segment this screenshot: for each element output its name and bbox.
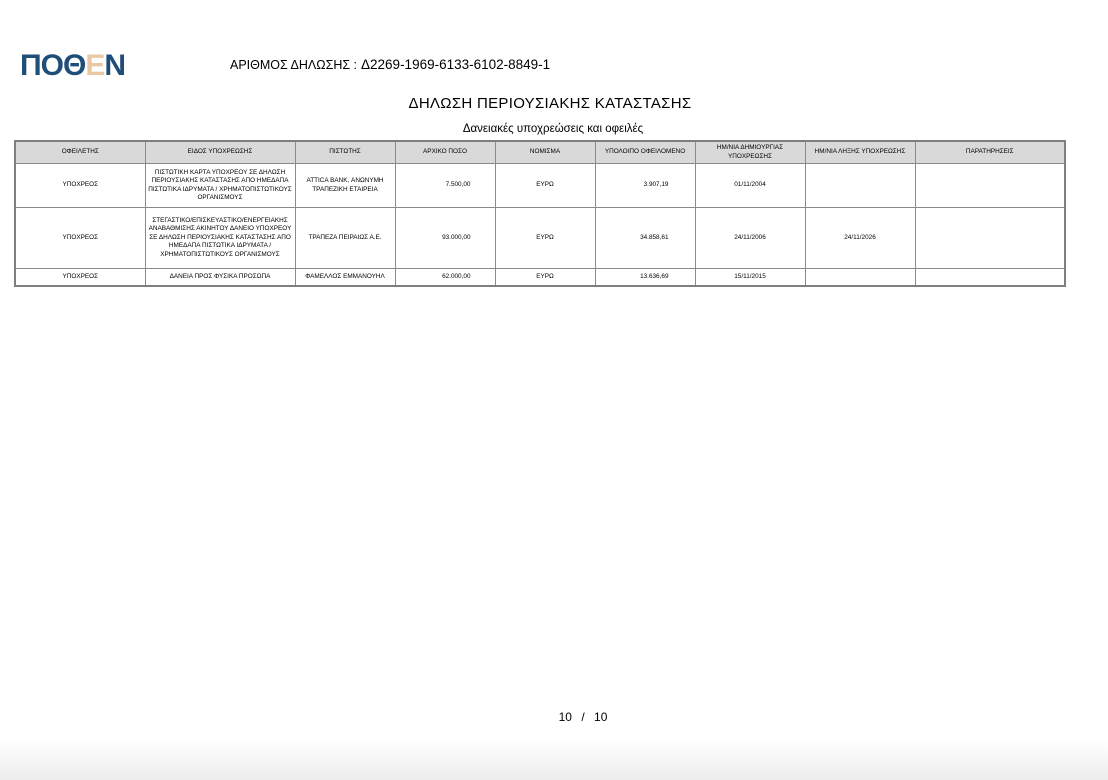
table-row	[15, 269, 1065, 287]
cell-debtor: ΥΠΟΧΡΕΟΣ	[15, 164, 145, 208]
header-expiry-date: ΗΜ/ΝΙΑ ΛΗΞΗΣ ΥΠΟΧΡΕΩΣΗΣ	[805, 141, 915, 164]
cell-creditor: ATTICA BANK, ΑΝΩΝΥΜΗ ΤΡΑΠΕΖΙΚΗ ΕΤΑΙΡΕΙΑ	[295, 164, 395, 208]
page-total: 10	[594, 710, 608, 724]
page-bottom-shade	[0, 740, 1108, 780]
table-header-row	[15, 141, 1065, 164]
section-title: Δανειακές υποχρεώσεις και οφειλές	[462, 123, 644, 135]
cell-expiry-date	[805, 269, 915, 287]
cell-expiry-date	[805, 164, 915, 208]
header-currency: ΝΟΜΙΣΜΑ	[495, 141, 595, 164]
page-current: 10	[558, 710, 572, 724]
cell-obligation-type: ΔΑΝΕΙΑ ΠΡΟΣ ΦΥΣΙΚΑ ΠΡΟΣΩΠΑ	[145, 269, 295, 287]
declaration-number-value: Δ2269-1969-6133-6102-8849-1	[361, 57, 551, 72]
cell-currency: ΕΥΡΩ	[495, 269, 595, 287]
cell-obligation-type: ΠΙΣΤΩΤΙΚΗ ΚΑΡΤΑ ΥΠΟΧΡΕΟΥ ΣΕ ΔΗΛΩΣΗ ΠΕΡΙΟΥΣΙΑΚΗΣ ΚΑΤΑΣΤΑΣΗΣ ΑΠΟ ΗΜΕΔΑΠΑ ΠΙΣΤΩΤΙΚΑ ΙΔΡΥΜΑΤΑ / ΧΡΗΜΑΤΟΠΙΣΤΩΤΙΚΟΥΣ ΟΡΓΑΝΙΣΜΟΥΣ	[145, 164, 295, 208]
obligations-table	[14, 140, 1066, 287]
cell-creation-date: 15/11/2015	[695, 269, 805, 287]
header-obligation-type: ΕΙΔΟΣ ΥΠΟΧΡΕΩΣΗΣ	[145, 141, 295, 164]
logo-text-main: ΠΟΘ	[20, 49, 86, 82]
cell-remaining-balance: 13.636,69	[595, 269, 695, 287]
header-remarks: ΠΑΡΑΤΗΡΗΣΕΙΣ	[915, 141, 1065, 164]
declaration-number	[230, 57, 550, 72]
cell-remarks	[915, 208, 1065, 269]
cell-remaining-balance: 3.907,19	[595, 164, 695, 208]
cell-remarks	[915, 269, 1065, 287]
logo-text-accent: Ε	[85, 49, 105, 82]
cell-initial-amount: 7.500,00	[395, 164, 495, 208]
cell-currency: ΕΥΡΩ	[495, 164, 595, 208]
cell-currency: ΕΥΡΩ	[495, 208, 595, 269]
cell-initial-amount: 93.000,00	[395, 208, 495, 269]
cell-debtor: ΥΠΟΧΡΕΟΣ	[15, 269, 145, 287]
cell-debtor: ΥΠΟΧΡΕΟΣ	[15, 208, 145, 269]
document-title: ΔΗΛΩΣΗ ΠΕΡΙΟΥΣΙΑΚΗΣ ΚΑΤΑΣΤΑΣΗΣ	[408, 95, 692, 112]
cell-creation-date: 01/11/2004	[695, 164, 805, 208]
declaration-number-label: ΑΡΙΘΜΟΣ ΔΗΛΩΣΗΣ :	[230, 58, 358, 72]
cell-creditor: ΤΡΑΠΕΖΑ ΠΕΙΡΑΙΩΣ Α.Ε.	[295, 208, 395, 269]
cell-obligation-type: ΣΤΕΓΑΣΤΙΚΟ/ΕΠΙΣΚΕΥΑΣΤΙΚΟ/ΕΝΕΡΓΕΙΑΚΗΣ ΑΝΑΒΑΘΜΙΣΗΣ ΑΚΙΝΗΤΟΥ ΔΑΝΕΙΟ ΥΠΟΧΡΕΟΥ ΣΕ ΔΗΛΩΣΗ ΠΕΡΙΟΥΣΙΑΚΗΣ ΚΑΤΑΣΤΑΣΗΣ ΑΠΟ ΗΜΕΔΑΠΑ ΠΙΣΤΩΤΙΚΑ ΙΔΡΥΜΑΤΑ / ΧΡΗΜΑΤΟΠΙΣΤΩΤΙΚΟΥΣ ΟΡΓΑΝΙΣΜΟΥΣ	[145, 208, 295, 269]
poten-logo	[20, 49, 125, 83]
header-debtor: ΟΦΕΙΛΕΤΗΣ	[15, 141, 145, 164]
table-row	[15, 164, 1065, 208]
table-row	[15, 208, 1065, 269]
header-initial-amount: ΑΡΧΙΚΟ ΠΟΣΟ	[395, 141, 495, 164]
cell-initial-amount: 62.000,00	[395, 269, 495, 287]
page-number	[0, 710, 1108, 724]
cell-remaining-balance: 34.858,61	[595, 208, 695, 269]
cell-expiry-date: 24/11/2026	[805, 208, 915, 269]
cell-creditor: ΦΑΜΕΛΛΟΣ ΕΜΜΑΝΟΥΗΛ	[295, 269, 395, 287]
header-remaining-balance: ΥΠΟΛΟΙΠΟ ΟΦΕΙΛΟΜΕΝΟ	[595, 141, 695, 164]
logo-text-end: Ν	[104, 49, 126, 82]
header-creditor: ΠΙΣΤΩΤΗΣ	[295, 141, 395, 164]
header-creation-date: ΗΜ/ΝΙΑ ΔΗΜΙΟΥΡΓΙΑΣ ΥΠΟΧΡΕΩΣΗΣ	[695, 141, 805, 164]
cell-remarks	[915, 164, 1065, 208]
cell-creation-date: 24/11/2006	[695, 208, 805, 269]
page-separator: /	[581, 710, 585, 724]
